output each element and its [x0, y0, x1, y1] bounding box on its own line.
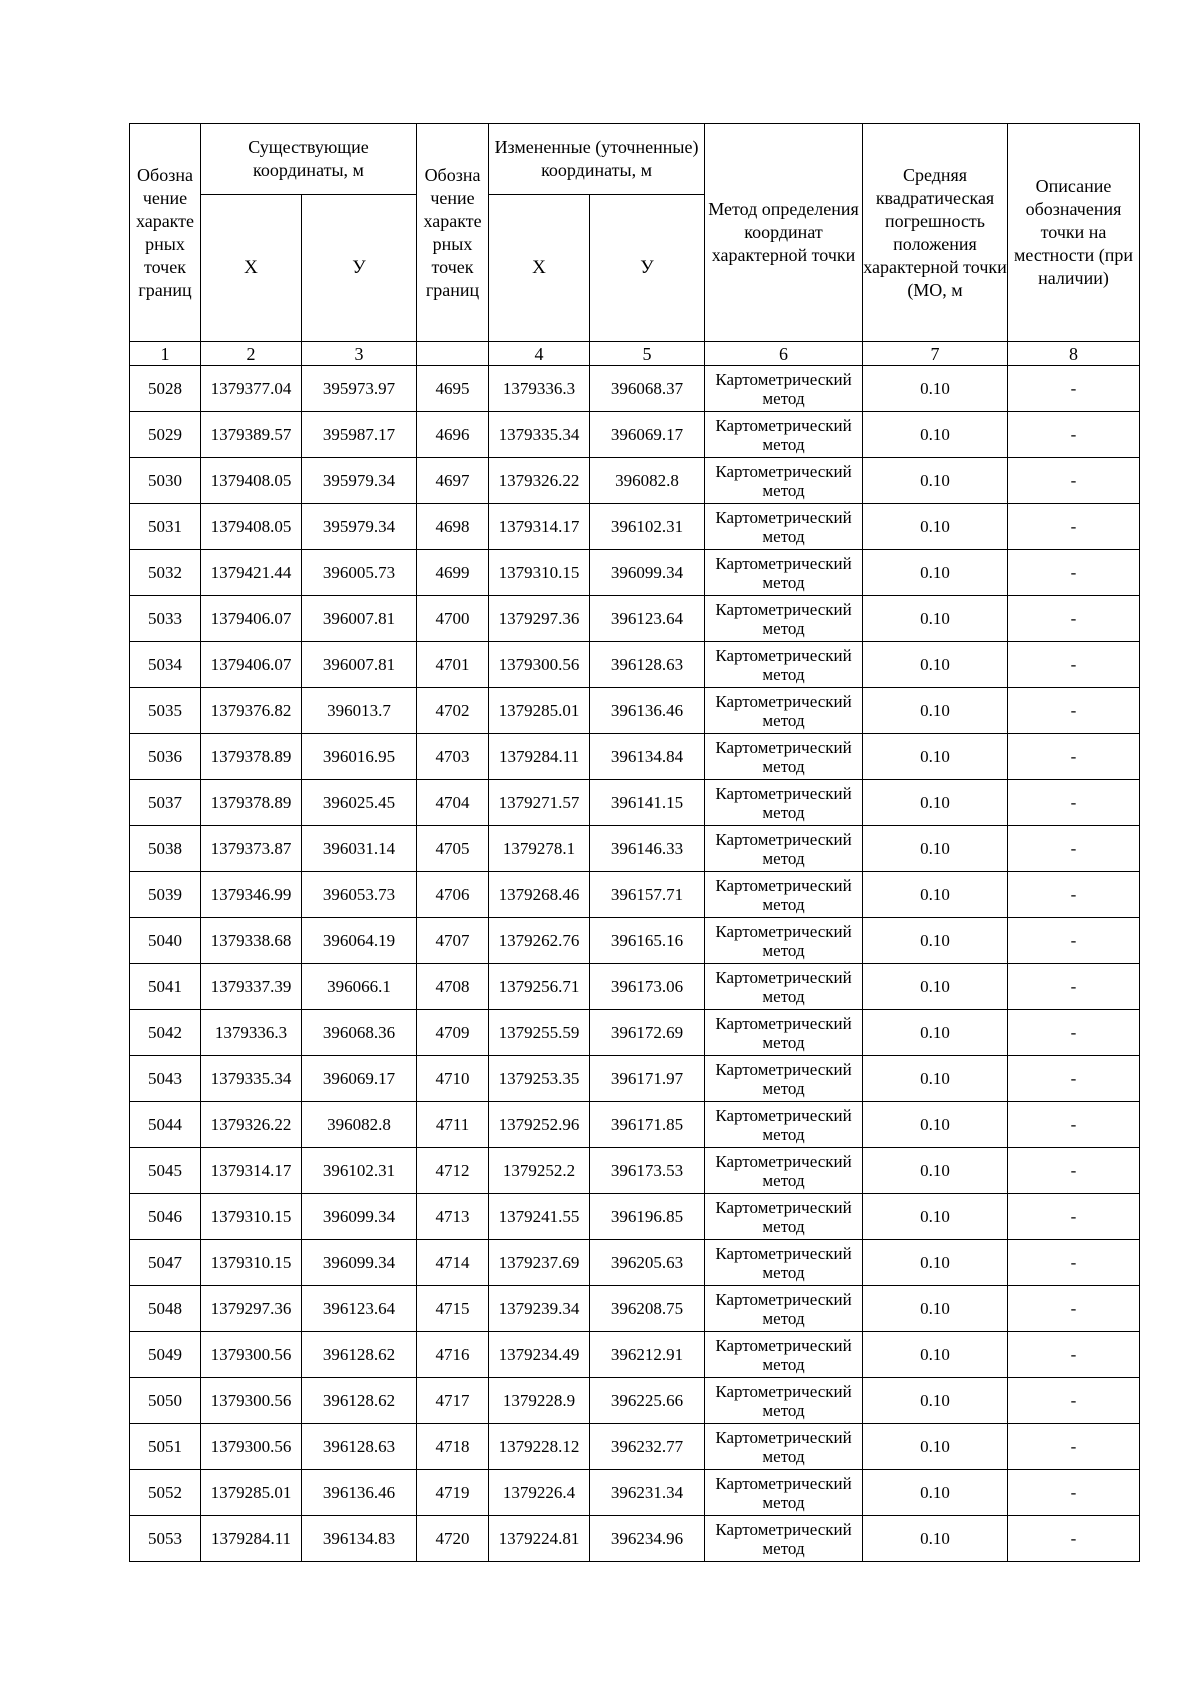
cell-changed-y: 396134.84: [590, 734, 705, 780]
cell-new-point-id: 4719: [417, 1470, 489, 1516]
cell-accuracy: 0.10: [863, 826, 1008, 872]
cell-new-point-id: 4710: [417, 1056, 489, 1102]
header-method: Метод определения координат характерной точки: [705, 124, 863, 342]
cell-existing-y: 396128.62: [302, 1332, 417, 1378]
cell-existing-x: 1379335.34: [201, 1056, 302, 1102]
cell-changed-y: 396173.53: [590, 1148, 705, 1194]
cell-accuracy: 0.10: [863, 550, 1008, 596]
cell-changed-y: 396128.63: [590, 642, 705, 688]
table-row: [130, 1332, 1140, 1378]
cell-changed-y: 396146.33: [590, 826, 705, 872]
cell-new-point-id: 4714: [417, 1240, 489, 1286]
cell-new-point-id: 4718: [417, 1424, 489, 1470]
cell-accuracy: 0.10: [863, 918, 1008, 964]
cell-accuracy: 0.10: [863, 1240, 1008, 1286]
table-row: [130, 1010, 1140, 1056]
cell-accuracy: 0.10: [863, 412, 1008, 458]
cell-description: -: [1008, 1332, 1140, 1378]
cell-description: -: [1008, 366, 1140, 412]
cell-accuracy: 0.10: [863, 596, 1008, 642]
cell-new-point-id: 4706: [417, 872, 489, 918]
cell-method: Картометрический метод: [705, 1056, 863, 1102]
cell-changed-y: 396171.97: [590, 1056, 705, 1102]
cell-changed-y: 396171.85: [590, 1102, 705, 1148]
cell-method: Картометрический метод: [705, 1148, 863, 1194]
cell-new-point-id: 4705: [417, 826, 489, 872]
cell-point-id: 5036: [130, 734, 201, 780]
cell-new-point-id: 4717: [417, 1378, 489, 1424]
cell-method: Картометрический метод: [705, 872, 863, 918]
table-row: [130, 1056, 1140, 1102]
cell-changed-x: 1379255.59: [489, 1010, 590, 1056]
cell-accuracy: 0.10: [863, 1286, 1008, 1332]
cell-accuracy: 0.10: [863, 1056, 1008, 1102]
cell-existing-y: 396007.81: [302, 642, 417, 688]
cell-point-id: 5040: [130, 918, 201, 964]
cell-accuracy: 0.10: [863, 1470, 1008, 1516]
cell-new-point-id: 4695: [417, 366, 489, 412]
table-row: [130, 1378, 1140, 1424]
column-number: 8: [1008, 342, 1140, 366]
cell-changed-x: 1379310.15: [489, 550, 590, 596]
cell-accuracy: 0.10: [863, 872, 1008, 918]
table-row: [130, 1102, 1140, 1148]
header-description: Описание обозначения точки на местности (при наличии): [1008, 124, 1140, 342]
header-accuracy: Средняя квадратическая погрешность положения характерной точки (МО, м: [863, 124, 1008, 342]
cell-method: Картометрический метод: [705, 1240, 863, 1286]
cell-changed-x: 1379241.55: [489, 1194, 590, 1240]
cell-accuracy: 0.10: [863, 366, 1008, 412]
cell-changed-x: 1379228.9: [489, 1378, 590, 1424]
cell-point-id: 5042: [130, 1010, 201, 1056]
cell-description: -: [1008, 412, 1140, 458]
cell-point-id: 5053: [130, 1516, 201, 1562]
cell-existing-x: 1379406.07: [201, 642, 302, 688]
cell-new-point-id: 4716: [417, 1332, 489, 1378]
cell-new-point-id: 4697: [417, 458, 489, 504]
cell-point-id: 5050: [130, 1378, 201, 1424]
cell-new-point-id: 4707: [417, 918, 489, 964]
coordinates-table: [129, 123, 1140, 1562]
cell-existing-y: 396123.64: [302, 1286, 417, 1332]
cell-point-id: 5035: [130, 688, 201, 734]
cell-new-point-id: 4703: [417, 734, 489, 780]
cell-point-id: 5028: [130, 366, 201, 412]
cell-description: -: [1008, 964, 1140, 1010]
cell-changed-x: 1379268.46: [489, 872, 590, 918]
cell-description: -: [1008, 550, 1140, 596]
column-number: 7: [863, 342, 1008, 366]
header-new-point-designation: Обозна чение характе рных точек границ: [417, 124, 489, 342]
cell-description: -: [1008, 504, 1140, 550]
table-row: [130, 872, 1140, 918]
cell-changed-y: 396172.69: [590, 1010, 705, 1056]
cell-existing-x: 1379408.05: [201, 458, 302, 504]
cell-changed-x: 1379239.34: [489, 1286, 590, 1332]
table-row: [130, 688, 1140, 734]
cell-changed-x: 1379271.57: [489, 780, 590, 826]
cell-changed-y: 396123.64: [590, 596, 705, 642]
cell-description: -: [1008, 826, 1140, 872]
column-number: 4: [489, 342, 590, 366]
cell-changed-x: 1379252.2: [489, 1148, 590, 1194]
cell-description: -: [1008, 1286, 1140, 1332]
table-row: [130, 1424, 1140, 1470]
cell-changed-y: 396082.8: [590, 458, 705, 504]
cell-method: Картометрический метод: [705, 1516, 863, 1562]
cell-point-id: 5033: [130, 596, 201, 642]
cell-changed-y: 396234.96: [590, 1516, 705, 1562]
cell-description: -: [1008, 458, 1140, 504]
cell-existing-y: 396053.73: [302, 872, 417, 918]
cell-changed-x: 1379226.4: [489, 1470, 590, 1516]
cell-existing-y: 396005.73: [302, 550, 417, 596]
cell-existing-x: 1379284.11: [201, 1516, 302, 1562]
header-existing-coordinates: Существующие координаты, м: [201, 124, 417, 195]
cell-accuracy: 0.10: [863, 688, 1008, 734]
cell-changed-x: 1379297.36: [489, 596, 590, 642]
column-numbers-row: [130, 342, 1140, 366]
cell-method: Картометрический метод: [705, 1470, 863, 1516]
table-row: [130, 780, 1140, 826]
cell-changed-x: 1379262.76: [489, 918, 590, 964]
cell-accuracy: 0.10: [863, 458, 1008, 504]
cell-point-id: 5039: [130, 872, 201, 918]
cell-method: Картометрический метод: [705, 1378, 863, 1424]
table-row: [130, 1194, 1140, 1240]
cell-accuracy: 0.10: [863, 1516, 1008, 1562]
cell-changed-x: 1379284.11: [489, 734, 590, 780]
cell-changed-x: 1379314.17: [489, 504, 590, 550]
cell-existing-y: 396016.95: [302, 734, 417, 780]
column-number: 1: [130, 342, 201, 366]
cell-changed-x: 1379252.96: [489, 1102, 590, 1148]
table-row: [130, 1516, 1140, 1562]
cell-existing-y: 396068.36: [302, 1010, 417, 1056]
cell-method: Картометрический метод: [705, 1332, 863, 1378]
cell-new-point-id: 4712: [417, 1148, 489, 1194]
cell-changed-x: 1379234.49: [489, 1332, 590, 1378]
cell-changed-y: 396136.46: [590, 688, 705, 734]
table-row: [130, 734, 1140, 780]
cell-new-point-id: 4696: [417, 412, 489, 458]
cell-description: -: [1008, 1102, 1140, 1148]
cell-changed-x: 1379237.69: [489, 1240, 590, 1286]
cell-new-point-id: 4702: [417, 688, 489, 734]
table-row: [130, 366, 1140, 412]
cell-existing-y: 396099.34: [302, 1194, 417, 1240]
cell-existing-x: 1379389.57: [201, 412, 302, 458]
cell-existing-y: 396013.7: [302, 688, 417, 734]
cell-changed-y: 396165.16: [590, 918, 705, 964]
cell-description: -: [1008, 1470, 1140, 1516]
cell-method: Картометрический метод: [705, 1424, 863, 1470]
table-row: [130, 1240, 1140, 1286]
cell-changed-y: 396102.31: [590, 504, 705, 550]
cell-accuracy: 0.10: [863, 504, 1008, 550]
cell-existing-x: 1379310.15: [201, 1194, 302, 1240]
table-row: [130, 1470, 1140, 1516]
cell-existing-y: 396007.81: [302, 596, 417, 642]
cell-description: -: [1008, 1516, 1140, 1562]
cell-accuracy: 0.10: [863, 964, 1008, 1010]
cell-existing-y: 396128.62: [302, 1378, 417, 1424]
cell-existing-y: 396082.8: [302, 1102, 417, 1148]
table-row: [130, 1286, 1140, 1332]
header-changed-y: У: [590, 195, 705, 342]
cell-method: Картометрический метод: [705, 1286, 863, 1332]
cell-existing-y: 396064.19: [302, 918, 417, 964]
cell-existing-x: 1379300.56: [201, 1424, 302, 1470]
cell-accuracy: 0.10: [863, 1378, 1008, 1424]
cell-new-point-id: 4708: [417, 964, 489, 1010]
table-row: [130, 458, 1140, 504]
cell-changed-x: 1379228.12: [489, 1424, 590, 1470]
cell-accuracy: 0.10: [863, 1194, 1008, 1240]
cell-method: Картометрический метод: [705, 596, 863, 642]
cell-new-point-id: 4704: [417, 780, 489, 826]
cell-existing-y: 396128.63: [302, 1424, 417, 1470]
cell-description: -: [1008, 596, 1140, 642]
cell-changed-y: 396232.77: [590, 1424, 705, 1470]
cell-changed-x: 1379256.71: [489, 964, 590, 1010]
cell-existing-x: 1379297.36: [201, 1286, 302, 1332]
table-row: [130, 826, 1140, 872]
cell-new-point-id: 4701: [417, 642, 489, 688]
cell-changed-x: 1379278.1: [489, 826, 590, 872]
cell-method: Картометрический метод: [705, 826, 863, 872]
cell-accuracy: 0.10: [863, 734, 1008, 780]
cell-existing-x: 1379337.39: [201, 964, 302, 1010]
table-row: [130, 504, 1140, 550]
table-row: [130, 412, 1140, 458]
table-body: [130, 366, 1140, 1562]
cell-point-id: 5052: [130, 1470, 201, 1516]
cell-point-id: 5047: [130, 1240, 201, 1286]
cell-description: -: [1008, 688, 1140, 734]
cell-existing-y: 395987.17: [302, 412, 417, 458]
cell-point-id: 5044: [130, 1102, 201, 1148]
cell-changed-y: 396068.37: [590, 366, 705, 412]
cell-point-id: 5030: [130, 458, 201, 504]
cell-description: -: [1008, 734, 1140, 780]
cell-description: -: [1008, 1010, 1140, 1056]
cell-changed-y: 396196.85: [590, 1194, 705, 1240]
cell-description: -: [1008, 1240, 1140, 1286]
cell-method: Картометрический метод: [705, 642, 863, 688]
cell-changed-x: 1379300.56: [489, 642, 590, 688]
cell-existing-x: 1379314.17: [201, 1148, 302, 1194]
cell-point-id: 5046: [130, 1194, 201, 1240]
cell-accuracy: 0.10: [863, 780, 1008, 826]
cell-new-point-id: 4720: [417, 1516, 489, 1562]
cell-method: Картометрический метод: [705, 918, 863, 964]
column-number: [417, 342, 489, 366]
cell-existing-y: 395979.34: [302, 504, 417, 550]
cell-description: -: [1008, 1056, 1140, 1102]
cell-method: Картометрический метод: [705, 550, 863, 596]
cell-new-point-id: 4700: [417, 596, 489, 642]
column-number: 6: [705, 342, 863, 366]
cell-changed-y: 396173.06: [590, 964, 705, 1010]
cell-point-id: 5029: [130, 412, 201, 458]
cell-description: -: [1008, 918, 1140, 964]
cell-changed-y: 396231.34: [590, 1470, 705, 1516]
cell-method: Картометрический метод: [705, 780, 863, 826]
cell-description: -: [1008, 1148, 1140, 1194]
cell-accuracy: 0.10: [863, 1148, 1008, 1194]
table-row: [130, 642, 1140, 688]
cell-existing-x: 1379346.99: [201, 872, 302, 918]
cell-method: Картометрический метод: [705, 1010, 863, 1056]
cell-accuracy: 0.10: [863, 1332, 1008, 1378]
cell-existing-x: 1379373.87: [201, 826, 302, 872]
cell-accuracy: 0.10: [863, 1102, 1008, 1148]
cell-method: Картометрический метод: [705, 412, 863, 458]
cell-existing-x: 1379300.56: [201, 1378, 302, 1424]
header-existing-y: У: [302, 195, 417, 342]
cell-changed-x: 1379253.35: [489, 1056, 590, 1102]
column-number: 2: [201, 342, 302, 366]
table-row: [130, 964, 1140, 1010]
cell-changed-y: 396069.17: [590, 412, 705, 458]
cell-existing-y: 396066.1: [302, 964, 417, 1010]
cell-changed-x: 1379326.22: [489, 458, 590, 504]
cell-point-id: 5045: [130, 1148, 201, 1194]
cell-method: Картометрический метод: [705, 458, 863, 504]
cell-changed-x: 1379224.81: [489, 1516, 590, 1562]
cell-existing-x: 1379336.3: [201, 1010, 302, 1056]
table-row: [130, 596, 1140, 642]
cell-method: Картометрический метод: [705, 734, 863, 780]
table-row: [130, 918, 1140, 964]
cell-description: -: [1008, 1194, 1140, 1240]
cell-changed-x: 1379285.01: [489, 688, 590, 734]
cell-new-point-id: 4698: [417, 504, 489, 550]
cell-point-id: 5037: [130, 780, 201, 826]
cell-changed-y: 396157.71: [590, 872, 705, 918]
cell-method: Картометрический метод: [705, 1194, 863, 1240]
cell-new-point-id: 4709: [417, 1010, 489, 1056]
cell-existing-x: 1379377.04: [201, 366, 302, 412]
table-row: [130, 550, 1140, 596]
cell-point-id: 5043: [130, 1056, 201, 1102]
cell-new-point-id: 4715: [417, 1286, 489, 1332]
cell-method: Картометрический метод: [705, 1102, 863, 1148]
cell-existing-y: 396025.45: [302, 780, 417, 826]
cell-description: -: [1008, 872, 1140, 918]
cell-new-point-id: 4699: [417, 550, 489, 596]
cell-description: -: [1008, 780, 1140, 826]
cell-point-id: 5051: [130, 1424, 201, 1470]
cell-changed-y: 396099.34: [590, 550, 705, 596]
cell-existing-x: 1379408.05: [201, 504, 302, 550]
cell-existing-y: 396031.14: [302, 826, 417, 872]
cell-existing-x: 1379376.82: [201, 688, 302, 734]
cell-point-id: 5049: [130, 1332, 201, 1378]
cell-point-id: 5034: [130, 642, 201, 688]
cell-existing-y: 395979.34: [302, 458, 417, 504]
cell-existing-x: 1379378.89: [201, 734, 302, 780]
cell-existing-y: 396136.46: [302, 1470, 417, 1516]
header-changed-coordinates: Измененные (уточненные) координаты, м: [489, 124, 705, 195]
cell-method: Картометрический метод: [705, 366, 863, 412]
cell-changed-y: 396208.75: [590, 1286, 705, 1332]
cell-method: Картометрический метод: [705, 964, 863, 1010]
cell-existing-x: 1379300.56: [201, 1332, 302, 1378]
cell-point-id: 5041: [130, 964, 201, 1010]
column-number: 5: [590, 342, 705, 366]
cell-point-id: 5032: [130, 550, 201, 596]
cell-existing-y: 396099.34: [302, 1240, 417, 1286]
cell-existing-y: 396069.17: [302, 1056, 417, 1102]
cell-existing-x: 1379421.44: [201, 550, 302, 596]
cell-point-id: 5038: [130, 826, 201, 872]
cell-changed-y: 396141.15: [590, 780, 705, 826]
cell-accuracy: 0.10: [863, 1424, 1008, 1470]
cell-existing-x: 1379285.01: [201, 1470, 302, 1516]
cell-changed-x: 1379335.34: [489, 412, 590, 458]
cell-new-point-id: 4713: [417, 1194, 489, 1240]
cell-existing-x: 1379326.22: [201, 1102, 302, 1148]
cell-accuracy: 0.10: [863, 642, 1008, 688]
cell-description: -: [1008, 642, 1140, 688]
cell-changed-x: 1379336.3: [489, 366, 590, 412]
cell-method: Картометрический метод: [705, 688, 863, 734]
cell-point-id: 5031: [130, 504, 201, 550]
cell-description: -: [1008, 1378, 1140, 1424]
cell-method: Картометрический метод: [705, 504, 863, 550]
table-row: [130, 1148, 1140, 1194]
cell-changed-y: 396205.63: [590, 1240, 705, 1286]
cell-existing-y: 396102.31: [302, 1148, 417, 1194]
column-number: 3: [302, 342, 417, 366]
cell-existing-x: 1379378.89: [201, 780, 302, 826]
cell-existing-x: 1379338.68: [201, 918, 302, 964]
cell-point-id: 5048: [130, 1286, 201, 1332]
cell-changed-y: 396225.66: [590, 1378, 705, 1424]
cell-existing-y: 396134.83: [302, 1516, 417, 1562]
cell-existing-x: 1379406.07: [201, 596, 302, 642]
cell-accuracy: 0.10: [863, 1010, 1008, 1056]
header-changed-x: X: [489, 195, 590, 342]
header-point-designation: Обозна чение характе рных точек границ: [130, 124, 201, 342]
cell-description: -: [1008, 1424, 1140, 1470]
header-existing-x: X: [201, 195, 302, 342]
cell-new-point-id: 4711: [417, 1102, 489, 1148]
cell-changed-y: 396212.91: [590, 1332, 705, 1378]
cell-existing-y: 395973.97: [302, 366, 417, 412]
cell-existing-x: 1379310.15: [201, 1240, 302, 1286]
